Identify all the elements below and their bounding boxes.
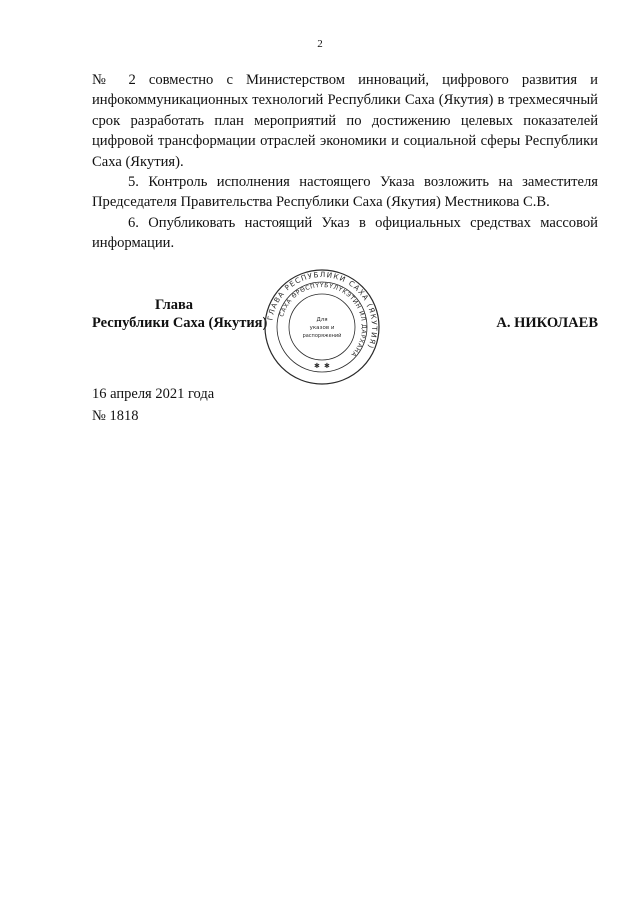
seal-outer-text: ГЛАВА РЕСПУБЛИКИ САХА (ЯКУТИЯ) xyxy=(265,269,380,351)
signature-organization: Республики Саха (Якутия) xyxy=(92,315,268,331)
seal-inner-text: САХА ӨРӨСПҮҮБҮЛҮКЭТИН ИЛ ДАРХАНА xyxy=(278,281,368,359)
signature-name: А. НИКОЛАЕВ xyxy=(496,315,598,331)
seal-star-icon: ✱ xyxy=(314,362,320,370)
paragraph-item-6: 6. Опубликовать настоящий Указ в официальных средствах массовой информации. xyxy=(92,214,598,252)
seal-center-line-2: указов и xyxy=(309,325,335,331)
page-number: 2 xyxy=(317,38,323,50)
paragraph-continuation: № 2 совместно с Министерством инноваций, цифрового развития и инфокоммуникационных технологий Республики Саха (Якутия) в трехмесячный срок разработать план мероприятий по достижению целевых показателей цифровой трансформации отраслей экономики и социальной сферы Республики Саха (Якутия). xyxy=(92,72,598,170)
decree-date: 16 апреля 2021 года xyxy=(92,386,215,402)
official-seal xyxy=(262,268,382,386)
decree-number: № 1818 xyxy=(92,408,139,424)
decree-body xyxy=(92,70,598,254)
paragraph-item-5: 5. Контроль исполнения настоящего Указа возложить на заместителя Председателя Правительства Республики Саха (Якутия) Местникова С.В. xyxy=(92,174,598,211)
seal-center-line-3: распоряжений xyxy=(302,333,342,339)
seal-center-line-1: Для xyxy=(316,317,328,323)
signature-title: Глава xyxy=(155,297,194,313)
seal-star-icon: ✱ xyxy=(324,362,330,370)
